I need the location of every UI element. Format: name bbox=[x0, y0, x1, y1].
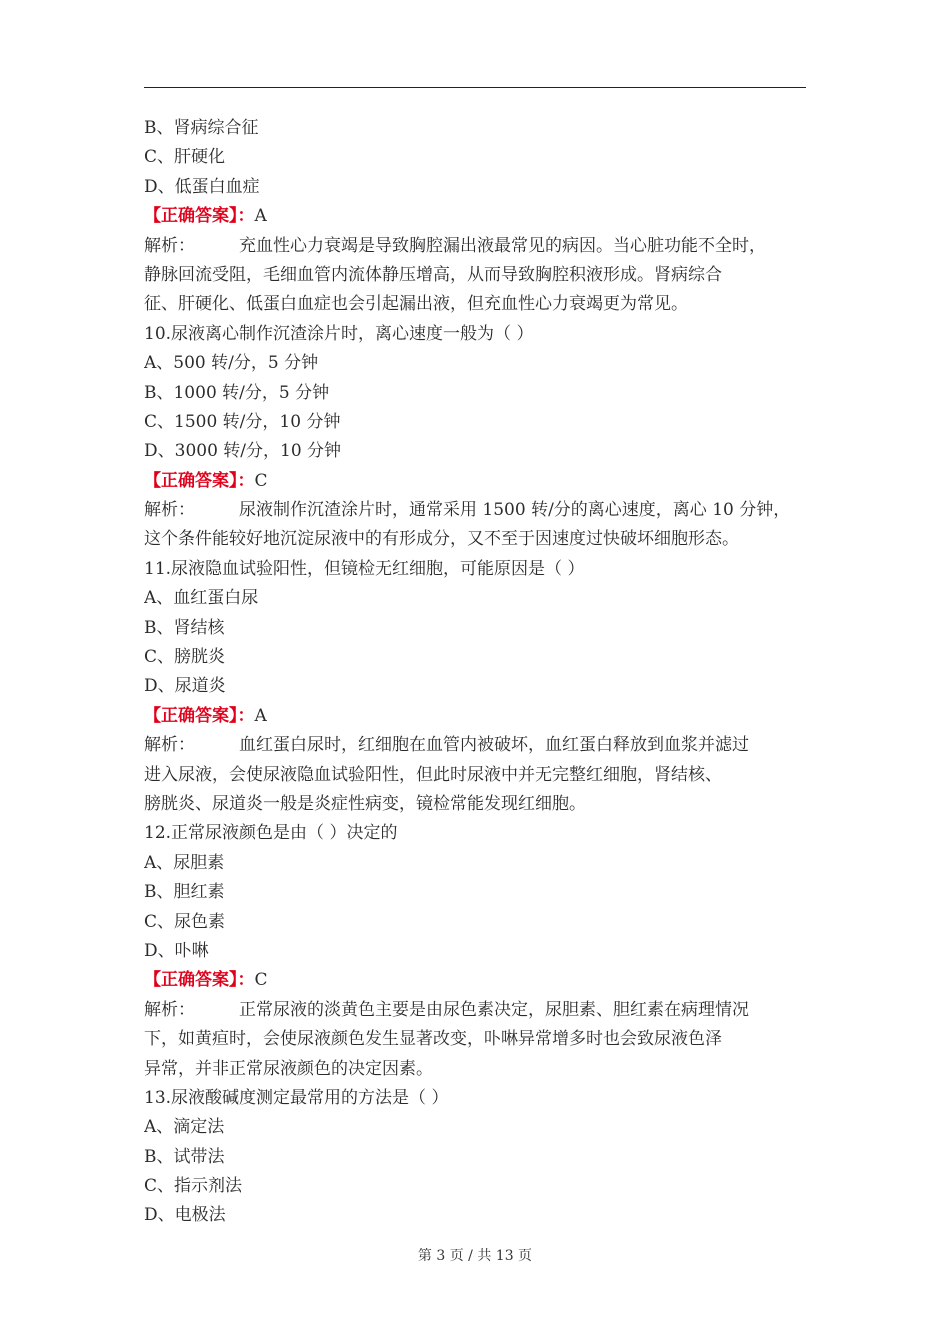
answer-label: 【正确答案】： bbox=[144, 705, 255, 726]
analysis-line bbox=[144, 731, 814, 760]
option-line: A、尿胆素 bbox=[144, 852, 225, 873]
analysis-label: 解析： bbox=[144, 500, 195, 521]
option-line: B、1000 转/分，5 分钟 bbox=[144, 382, 330, 403]
option-line: A、滴定法 bbox=[144, 1117, 225, 1138]
option-line: B、试带法 bbox=[144, 1146, 225, 1167]
analysis-text: 正常尿液的淡黄色主要是由尿色素决定，尿胆素、胆红素在病理情况 bbox=[239, 999, 749, 1020]
analysis-line bbox=[144, 232, 814, 261]
option-line: B、肾病综合征 bbox=[144, 118, 259, 138]
analysis-label: 解析： bbox=[144, 735, 195, 756]
analysis-line: 异常，并非正常尿液颜色的决定因素。 bbox=[144, 1058, 433, 1079]
option-line: C、1500 转/分，10 分钟 bbox=[144, 411, 341, 432]
analysis-text: 尿液制作沉渣涂片时，通常采用 1500 转/分的离心速度，离心 10 分钟， bbox=[239, 500, 791, 521]
analysis-line: 进入尿液，会使尿液隐血试验阳性，但此时尿液中并无完整红细胞，肾结核、 bbox=[144, 764, 722, 785]
answer-value: A bbox=[254, 705, 267, 726]
answer-label: 【正确答案】： bbox=[144, 206, 255, 227]
option-line: D、低蛋白血症 bbox=[144, 176, 260, 197]
option-line: D、尿道炎 bbox=[144, 676, 226, 697]
option-line: D、卟啉 bbox=[144, 940, 209, 961]
option-line: D、电极法 bbox=[144, 1205, 226, 1226]
question-title: 12.正常尿液颜色是由（ ）决定的 bbox=[144, 823, 398, 844]
answer-value: C bbox=[254, 470, 268, 491]
option-line: C、肝硬化 bbox=[144, 147, 226, 168]
option-line: A、500 转/分，5 分钟 bbox=[144, 353, 319, 374]
option-line: C、指示剂法 bbox=[144, 1176, 243, 1197]
answer-line bbox=[144, 966, 814, 995]
analysis-line: 这个条件能较好地沉淀尿液中的有形成分，又不至于因速度过快破坏细胞形态。 bbox=[144, 529, 739, 550]
option-line: B、胆红素 bbox=[144, 882, 225, 903]
analysis-line bbox=[144, 496, 814, 525]
analysis-line bbox=[144, 996, 814, 1025]
analysis-text: 血红蛋白尿时，红细胞在血管内被破坏，血红蛋白释放到血浆并滤过 bbox=[239, 735, 749, 756]
page-number-footer: 第 3 页 / 共 13 页 bbox=[417, 1248, 533, 1264]
answer-label: 【正确答案】： bbox=[144, 970, 255, 991]
page-content bbox=[144, 114, 814, 1231]
analysis-line: 膀胱炎、尿道炎一般是炎症性病变，镜检常能发现红细胞。 bbox=[144, 793, 586, 814]
analysis-line: 下，如黄疸时，会使尿液颜色发生显著改变，卟啉异常增多时也会致尿液色泽 bbox=[144, 1029, 722, 1050]
answer-value: C bbox=[254, 970, 268, 991]
question-title: 11.尿液隐血试验阳性，但镜检无红细胞，可能原因是（ ） bbox=[144, 558, 585, 579]
analysis-text: 充血性心力衰竭是导致胸腔漏出液最常见的病因。当心脏功能不全时， bbox=[239, 235, 766, 256]
option-line: C、尿色素 bbox=[144, 911, 226, 932]
option-line: D、3000 转/分，10 分钟 bbox=[144, 441, 342, 462]
analysis-line: 征、肝硬化、低蛋白血症也会引起漏出液，但充血性心力衰竭更为常见。 bbox=[144, 294, 688, 315]
analysis-label: 解析： bbox=[144, 235, 195, 256]
option-line: B、肾结核 bbox=[144, 617, 225, 638]
analysis-label: 解析： bbox=[144, 999, 195, 1020]
answer-line bbox=[144, 202, 814, 231]
header-rule bbox=[144, 87, 806, 88]
analysis-line: 静脉回流受阻，毛细血管内流体静压增高，从而导致胸腔积液形成。肾病综合 bbox=[144, 264, 722, 285]
answer-value: A bbox=[254, 206, 267, 227]
question-title: 13.尿液酸碱度测定最常用的方法是（ ） bbox=[144, 1087, 449, 1108]
option-line: A、血红蛋白尿 bbox=[144, 588, 259, 609]
answer-line bbox=[144, 467, 814, 496]
answer-line bbox=[144, 702, 814, 731]
option-line: C、膀胱炎 bbox=[144, 647, 226, 668]
answer-label: 【正确答案】： bbox=[144, 470, 255, 491]
question-title: 10.尿液离心制作沉渣涂片时，离心速度一般为（ ） bbox=[144, 323, 534, 344]
